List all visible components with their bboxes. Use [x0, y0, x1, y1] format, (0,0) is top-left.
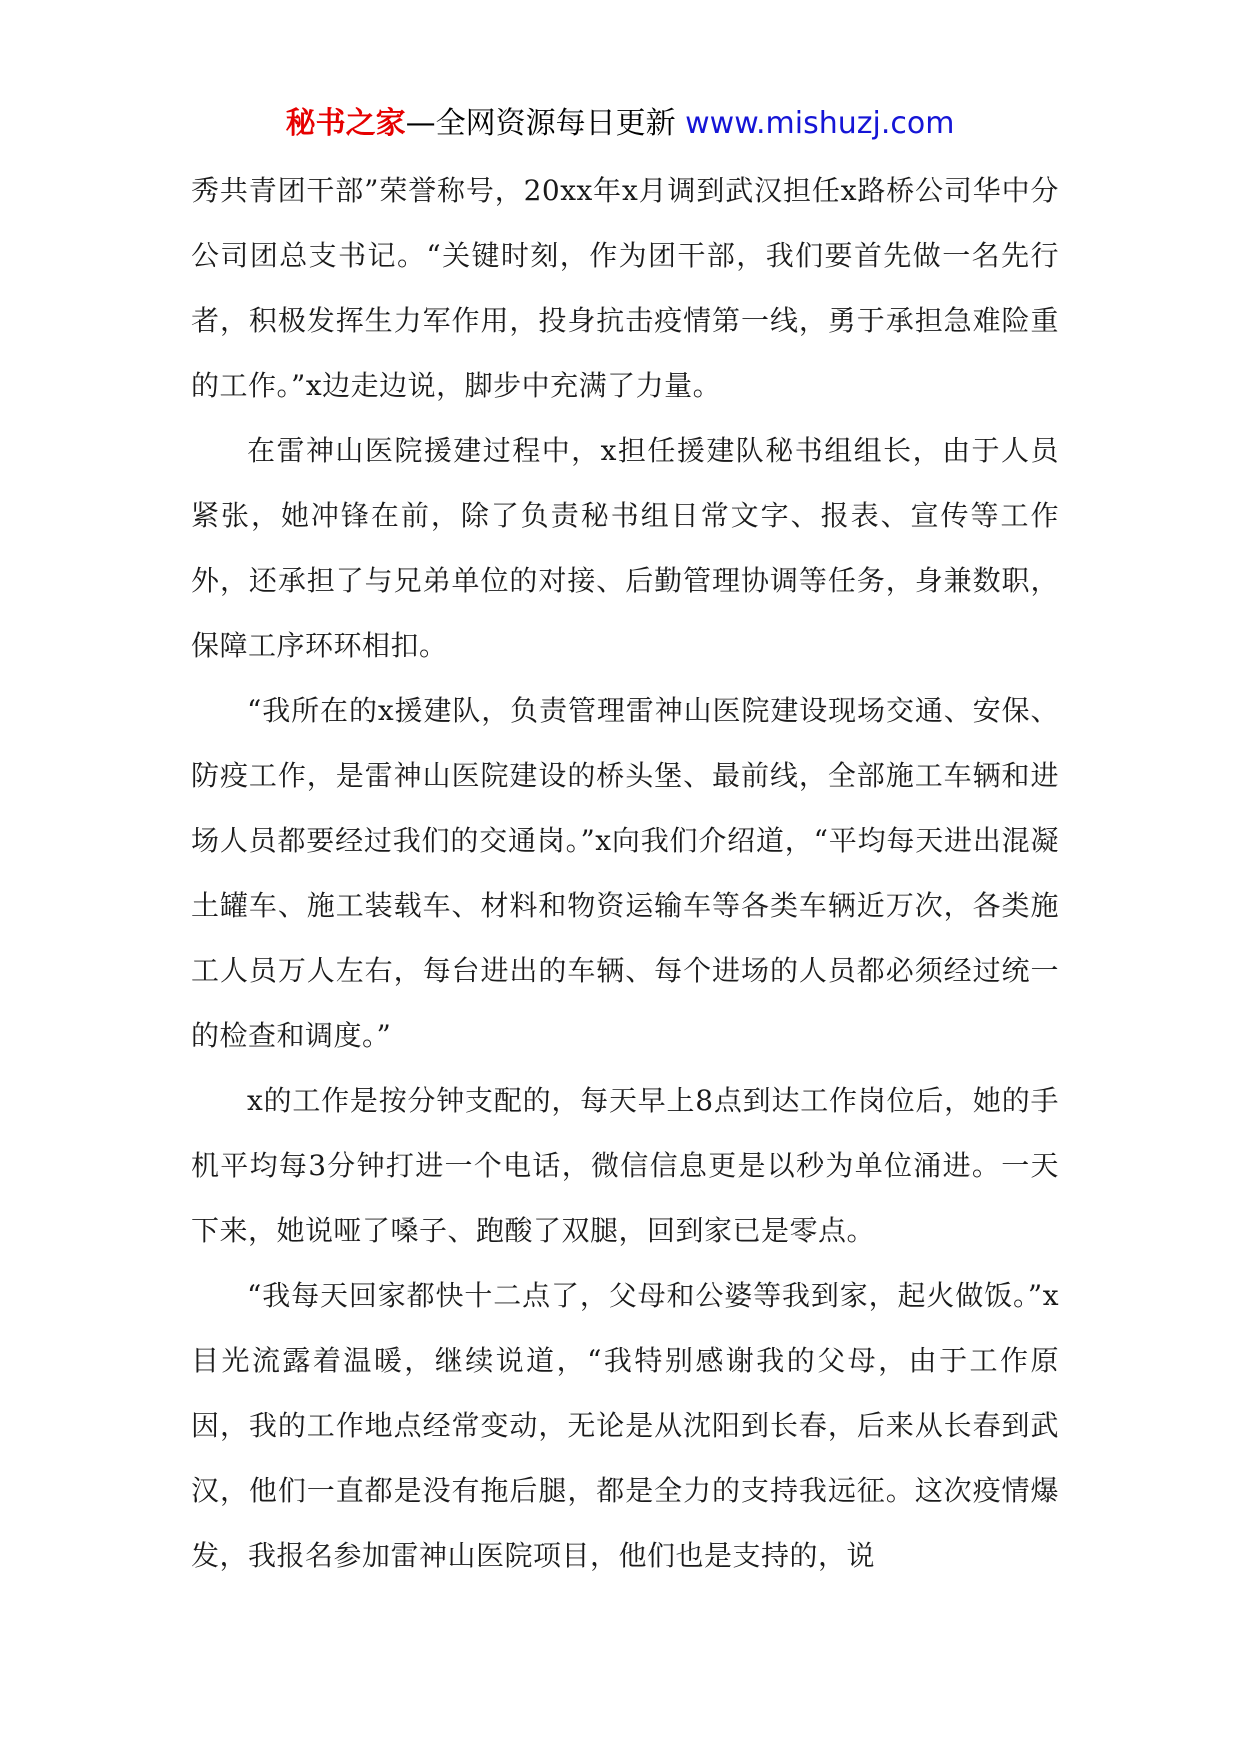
- paragraph: 在雷神山医院援建过程中，x担任援建队秘书组组长，由于人员紧张，她冲锋在前，除了负责秘书组日常文字、报表、宣传等工作外，还承担了与兄弟单位的对接、后勤管理协调等任务，身兼数职，保障工序环环相扣。: [191, 434, 1059, 662]
- paragraph: x的工作是按分钟支配的，每天早上8点到达工作岗位后，她的手机平均每3分钟打进一个电话，微信信息更是以秒为单位涌进。一天下来，她说哑了嗓子、跑酸了双腿，回到家已是零点。: [191, 1084, 1059, 1247]
- paragraph: “我所在的x援建队，负责管理雷神山医院建设现场交通、安保、防疫工作，是雷神山医院建设的桥头堡、最前线，全部施工车辆和进场人员都要经过我们的交通岗。”x向我们介绍道，“平均每天进出混凝土罐车、施工装载车、材料和物资运输车等各类车辆近万次，各类施工人员万人左右，每台进出的车辆、每个进场的人员都必须经过统一的检查和调度。”: [191, 694, 1059, 1052]
- paragraph: “我每天回家都快十二点了，父母和公婆等我到家，起火做饭。”x目光流露着温暖，继续说道，“我特别感谢我的父母，由于工作原因，我的工作地点经常变动，无论是从沈阳到长春，后来从长春到武汉，他们一直都是没有拖后腿，都是全力的支持我远征。这次疫情爆发，我报名参加雷神山医院项目，他们也是支持的，说: [191, 1279, 1059, 1572]
- document-body: [191, 158, 1059, 1588]
- header-brand: 秘书之家: [285, 106, 406, 141]
- header-url-link[interactable]: www.mishuzj.com: [685, 106, 955, 141]
- paragraph-continued: 秀共青团干部”荣誉称号，20xx年x月调到武汉担任x路桥公司华中分公司团总支书记。“关键时刻，作为团干部，我们要首先做一名先行者，积极发挥生力军作用，投身抗击疫情第一线，勇于承担急难险重的工作。”x边走边说，脚步中充满了力量。: [191, 174, 1059, 402]
- header-slogan: —全网资源每日更新: [405, 106, 676, 141]
- page-header: [0, 100, 1240, 148]
